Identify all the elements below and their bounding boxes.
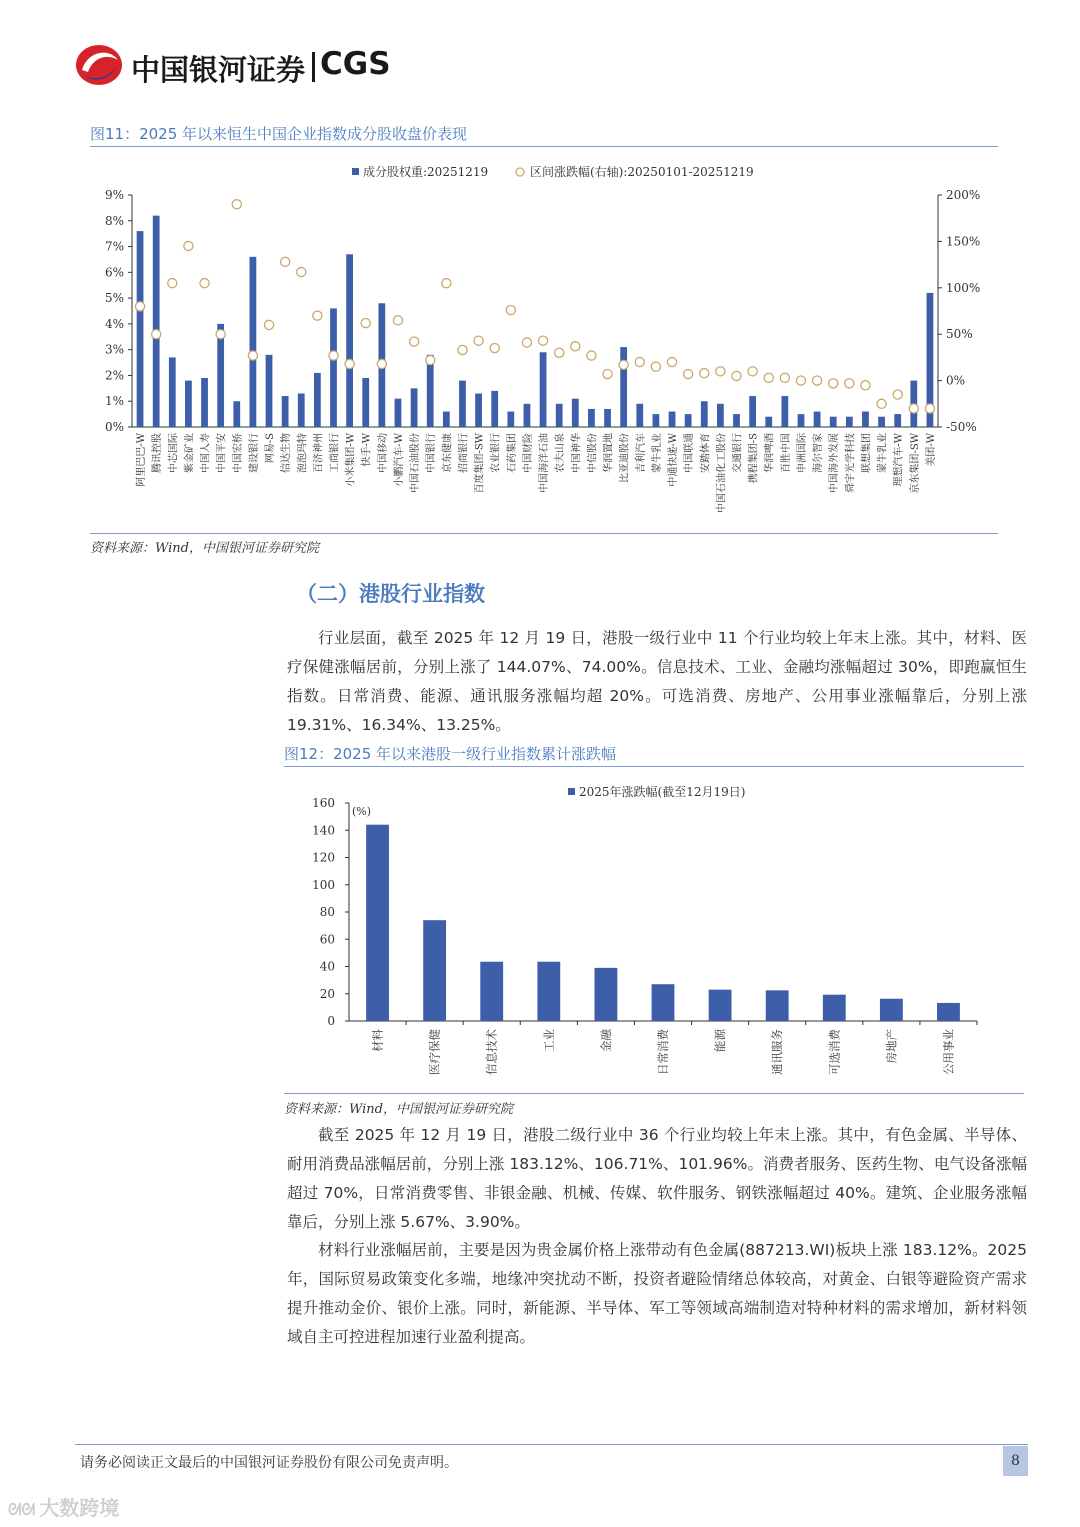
y-tick-label: 60 [319, 932, 335, 947]
weight-bar [556, 404, 563, 427]
return-point [345, 359, 354, 368]
return-point [845, 379, 854, 388]
x-tick-label: 百济神州 [313, 433, 325, 473]
x-tick-label: 农夫山泉 [555, 433, 567, 473]
x-tick-label: 中通快递-W [668, 433, 680, 487]
x-tick-label: 中国人寿 [200, 433, 212, 473]
fig11-title-rule [90, 146, 998, 147]
x-tick-label: 能源 [713, 1029, 728, 1052]
weight-bar [588, 409, 595, 427]
x-tick-label: 中国平安 [216, 433, 228, 473]
paragraph-3: 材料行业涨幅居前，主要是因为贵金属价格上涨带动有色金属(887213.WI)板块上涨 183.12%。2025 年，国际贸易政策变化多端，地缘冲突扰动不断，投资者避险情绪总体较高，对黄金、白银等避险资产需求提升推动金价、银价上涨。同时，新能源、半导体、军工等领域高端制造对特种材料的需求增加，新材料领域自主可控进程加速行业盈利提高。 [287, 1241, 1027, 1346]
unit-label: (%) [352, 805, 372, 818]
x-tick-label: 招商银行 [458, 433, 470, 473]
left-tick-label: 0% [104, 420, 124, 434]
fig12-bottom-rule [284, 1093, 1024, 1094]
x-tick-label: 海尔智家 [813, 433, 825, 473]
x-tick-label: 百度集团-SW [474, 433, 486, 494]
x-tick-label: 公用事业 [941, 1029, 956, 1075]
x-tick-label: 比亚迪股份 [619, 433, 631, 483]
legend-bar-label: 成分股权重:20251219 [363, 165, 489, 179]
return-point [829, 379, 838, 388]
x-tick-label: 中国移动 [377, 433, 389, 473]
return-point [184, 241, 193, 250]
x-tick-label: 华润啤酒 [764, 433, 776, 473]
page-number: 8 [1003, 1446, 1028, 1476]
y-tick-label: 0 [327, 1014, 335, 1028]
x-tick-label: 京东集团-SW [909, 433, 921, 494]
x-tick-label: 百胜中国 [780, 433, 792, 473]
y-tick-label: 100 [312, 877, 335, 892]
x-tick-label: 交通银行 [732, 433, 744, 473]
return-point [135, 302, 144, 311]
left-tick-label: 2% [104, 368, 124, 383]
industry-bar [480, 962, 503, 1021]
return-point [248, 351, 257, 360]
y-tick-label: 140 [312, 823, 335, 838]
x-tick-label: 医疗保健 [427, 1029, 442, 1075]
fig12-source: 资料来源：Wind，中国银河证券研究院 [284, 1102, 513, 1117]
weight-bar [362, 378, 369, 427]
x-tick-label: 网易-S [265, 433, 277, 464]
weight-bar [459, 381, 466, 427]
right-tick-label: -50% [946, 420, 977, 434]
return-point [667, 357, 676, 366]
x-tick-label: 安踏体育 [700, 433, 712, 473]
cgs-logo-icon [74, 42, 124, 88]
return-point [426, 356, 435, 365]
right-tick-label: 200% [946, 188, 981, 202]
fig11-bottom-rule [90, 533, 998, 534]
return-point [216, 330, 225, 339]
weight-bar [201, 378, 208, 427]
weight-bar [298, 393, 305, 427]
x-tick-label: 美团-W [925, 433, 937, 467]
y-tick-label: 40 [319, 959, 335, 974]
return-point [861, 381, 870, 390]
watermark-text: 大数跨境 [39, 1496, 120, 1520]
x-tick-label: 吉利汽车 [635, 433, 647, 473]
return-point [313, 311, 322, 320]
weight-bar [685, 414, 692, 427]
y-tick-label: 160 [312, 796, 335, 810]
left-tick-label: 6% [104, 265, 124, 280]
return-point [168, 279, 177, 288]
weight-bar [653, 414, 660, 427]
return-point [264, 320, 273, 329]
left-tick-label: 7% [104, 239, 124, 254]
x-tick-label: 蒙牛乳业 [877, 433, 889, 473]
weight-bar [427, 355, 434, 427]
legend-bar-swatch [352, 168, 359, 175]
weight-bar [572, 399, 579, 427]
x-tick-label: 舜宇光学科技 [845, 433, 857, 493]
weight-bar [153, 216, 160, 427]
return-point [571, 342, 580, 351]
legend-label: 2025年涨跌幅(截至12月19日) [579, 785, 746, 799]
weight-bar [540, 352, 547, 427]
left-tick-label: 5% [104, 291, 124, 306]
fig12-chart [284, 775, 1024, 1090]
x-tick-label: 建设银行 [248, 433, 260, 473]
right-tick-label: 150% [946, 234, 981, 249]
weight-bar [798, 414, 805, 427]
return-point [764, 373, 773, 382]
y-tick-label: 120 [312, 850, 335, 865]
weight-bar [314, 373, 321, 427]
industry-bar [937, 1003, 960, 1021]
x-tick-label: 联想集团 [861, 433, 873, 473]
x-tick-label: 中国海洋石油 [539, 433, 551, 493]
left-tick-label: 4% [104, 316, 124, 331]
x-tick-label: 小米集团-W [345, 433, 357, 487]
x-tick-label: 石药集团 [506, 433, 518, 473]
industry-bar [880, 999, 903, 1021]
fig11-chart [90, 158, 1000, 528]
x-tick-label: 日常消费 [656, 1029, 670, 1075]
industry-bar [594, 968, 617, 1021]
industry-bar [766, 990, 789, 1021]
weight-bar [604, 409, 611, 427]
return-point [909, 404, 918, 413]
return-point [877, 399, 886, 408]
weight-bar [282, 396, 289, 427]
return-point [200, 279, 209, 288]
weight-bar [669, 412, 676, 427]
x-tick-label: 携程集团-S [748, 433, 760, 484]
return-point [925, 404, 934, 413]
fig11-title: 图11：2025 年以来恒生中国企业指数成分股收盘价表现 [90, 125, 468, 143]
weight-bar [137, 231, 144, 427]
x-tick-label: 蒙牛乳业 [651, 433, 663, 473]
weight-bar [233, 401, 240, 427]
legend-circle-label: 区间涨跌幅(右轴):20250101-20251219 [530, 165, 754, 179]
return-point [393, 316, 402, 325]
return-point [700, 369, 709, 378]
return-point [651, 362, 660, 371]
x-tick-label: 中信股份 [587, 433, 599, 474]
x-tick-label: 中国石油化工股份 [716, 433, 728, 513]
weight-bar [701, 401, 708, 427]
left-tick-label: 3% [104, 342, 124, 357]
watermark-icon: ᘛᘛ [8, 1500, 36, 1519]
fig12-title-rule [284, 766, 1024, 767]
return-point [684, 370, 693, 379]
return-point [152, 330, 161, 339]
weight-bar [765, 417, 772, 427]
x-tick-label: 中芯国际 [168, 433, 180, 473]
return-point [361, 318, 370, 327]
y-tick-label: 20 [319, 986, 335, 1001]
x-tick-label: 中国财险 [522, 433, 534, 473]
weight-bar [507, 412, 514, 427]
x-tick-label: 申洲国际 [796, 433, 808, 473]
weight-bar [717, 404, 724, 427]
x-tick-label: 小鹏汽车-W [393, 433, 405, 487]
x-tick-label: 中国银行 [426, 433, 438, 473]
x-tick-label: 信达生物 [281, 433, 293, 473]
fig11-source: 资料来源：Wind，中国银河证券研究院 [90, 541, 319, 556]
x-tick-label: 中国宏桥 [232, 433, 244, 473]
weight-bar [330, 308, 337, 427]
y-tick-label: 80 [319, 905, 335, 919]
x-tick-label: 工商银行 [329, 433, 341, 473]
x-tick-label: 快手-W [361, 433, 373, 467]
return-point [893, 390, 902, 399]
x-tick-label: 华润置地 [603, 433, 615, 473]
return-point [603, 370, 612, 379]
x-tick-label: 通讯服务 [770, 1029, 785, 1075]
return-point [490, 344, 499, 353]
watermark [8, 1492, 119, 1521]
return-point [281, 257, 290, 266]
weight-bar [266, 355, 273, 427]
return-point [813, 376, 822, 385]
header [74, 40, 414, 90]
return-point [377, 359, 386, 368]
footer-disclaimer: 请务必阅读正文最后的中国银河证券股份有限公司免责声明。 [80, 1455, 458, 1471]
x-tick-label: 京东健康 [442, 433, 454, 473]
return-point [538, 336, 547, 345]
paragraph-1: 行业层面，截至 2025 年 12 月 19 日，港股一级行业中 11 个行业均较上年末上涨。其中，材料、医疗保健涨幅居前，分别上涨了 144.07%、74.00%。信息技术、工业、金融均涨幅超过 30%，即跑赢恒生指数。日常消费、能源、通讯服务涨幅均超 20%。可选消费、房地产、公用事业涨幅靠后，分别上涨 19.31%、16.34%、13.25%。 [287, 629, 1027, 734]
weight-bar [491, 391, 498, 427]
weight-bar [830, 417, 837, 427]
x-tick-label: 理想汽车-W [893, 433, 905, 487]
weight-bar [185, 381, 192, 427]
weight-bar [749, 396, 756, 427]
x-tick-label: 中国石油股份 [410, 433, 422, 493]
left-tick-label: 9% [104, 188, 124, 202]
fig12-title: 图12：2025 年以来港股一级行业指数累计涨跌幅 [284, 745, 617, 763]
return-point [748, 367, 757, 376]
logo-divider [312, 52, 315, 82]
weight-bar [636, 404, 643, 427]
return-point [587, 351, 596, 360]
x-tick-label: 金融 [598, 1029, 613, 1052]
x-tick-label: 腾讯控股 [152, 433, 164, 473]
x-tick-label: 阿里巴巴-W [136, 433, 148, 487]
x-tick-label: 农业银行 [490, 433, 502, 473]
legend-swatch [568, 788, 575, 795]
x-tick-label: 房地产 [884, 1029, 899, 1064]
x-tick-label: 紫金矿业 [184, 433, 196, 473]
weight-bar [781, 396, 788, 427]
return-point [297, 267, 306, 276]
return-point [796, 376, 805, 385]
return-point [474, 336, 483, 345]
return-point [619, 360, 628, 369]
x-tick-label: 可选消费 [827, 1029, 842, 1075]
legend-circle-swatch [516, 168, 524, 176]
return-point [442, 279, 451, 288]
x-tick-label: 中国联通 [684, 433, 696, 473]
return-point [555, 348, 564, 357]
weight-bar [878, 417, 885, 427]
weight-bar [814, 412, 821, 427]
x-tick-label: 信息技术 [484, 1029, 499, 1075]
right-tick-label: 100% [946, 280, 981, 295]
weight-bar [475, 393, 482, 427]
logo-cn: 中国银河证券 [131, 53, 306, 87]
weight-bar [346, 254, 353, 427]
return-point [635, 357, 644, 366]
return-point [732, 371, 741, 380]
right-tick-label: 50% [946, 327, 973, 342]
x-tick-label: 中国神华 [571, 433, 583, 473]
weight-bar [733, 414, 740, 427]
industry-bar [709, 990, 732, 1021]
weight-bar [524, 404, 531, 427]
section-title: （二）港股行业指数 [296, 582, 485, 606]
logo-en: CGS [320, 46, 391, 82]
weight-bar [846, 417, 853, 427]
return-point [716, 367, 725, 376]
weight-bar [443, 412, 450, 427]
industry-bar [423, 920, 446, 1021]
return-point [458, 345, 467, 354]
weight-bar [411, 388, 418, 427]
return-point [232, 200, 241, 209]
weight-bar [395, 399, 402, 427]
x-tick-label: 材料 [370, 1029, 385, 1052]
return-point [329, 351, 338, 360]
weight-bar [894, 414, 901, 427]
return-point [506, 305, 515, 314]
return-point [780, 373, 789, 382]
x-tick-label: 中国海外发展 [829, 433, 841, 493]
x-tick-label: 泡泡玛特 [297, 433, 309, 473]
left-tick-label: 1% [104, 394, 124, 409]
weight-bar [169, 357, 176, 427]
return-point [522, 338, 531, 347]
footer-rule [75, 1444, 1028, 1445]
return-point [410, 337, 419, 346]
industry-bar [823, 995, 846, 1021]
left-tick-label: 8% [104, 213, 124, 228]
weight-bar [620, 347, 627, 427]
right-tick-label: 0% [946, 373, 966, 388]
weight-bar [862, 412, 869, 427]
x-tick-label: 工业 [541, 1029, 556, 1052]
industry-bar [537, 962, 560, 1021]
industry-bar [652, 984, 675, 1021]
paragraph-2: 截至 2025 年 12 月 19 日，港股二级行业中 36 个行业均较上年末上涨。其中，有色金属、半导体、耐用消费品涨幅居前，分别上涨 183.12%、106.71%、101.96%。消费者服务、医药生物、电气设备涨幅超过 70%，日常消费零售、非银金融、机械、传媒、软件服务、钢铁涨幅超过 40%。建筑、企业服务涨幅靠后，分别上涨 5.67%、3.90%。 [287, 1126, 1027, 1231]
weight-bar [250, 257, 257, 427]
industry-bar [366, 825, 389, 1021]
